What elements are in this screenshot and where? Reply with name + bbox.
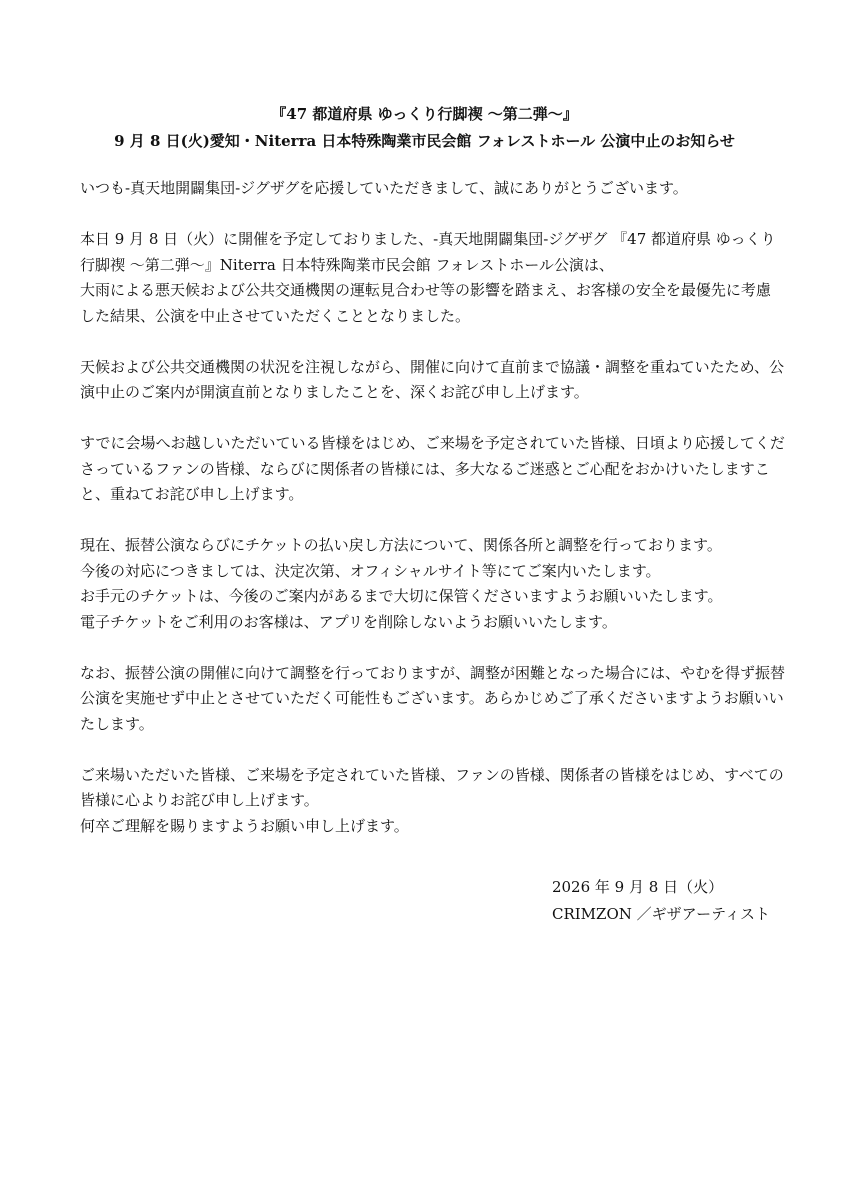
- text-line: なお、振替公演の開催に向けて調整を行っておりますが、調整が困難となった場合には、やむを得ず振替: [80, 663, 786, 682]
- title-line-2: 9 月 8 日(火)愛知・Niterra 日本特殊陶業市民会館 フォレストホール 公演中止のお知らせ: [114, 132, 735, 150]
- text-line: すでに会場へお越しいただいている皆様をはじめ、ご来場を予定されていた皆様、日頃より応援してくだ: [80, 434, 785, 452]
- paragraph-apology-timing: [80, 355, 785, 406]
- text-line: さっているファンの皆様、ならびに関係者の皆様には、多大なるご迷惑とご心配をおかけいたしますこ: [80, 459, 770, 478]
- announcement-title: [0, 101, 849, 155]
- text-line: 天候および公共交通機関の状況を注視しながら、開催に向けて直前まで協議・調整を重ねていたため、公: [80, 357, 785, 376]
- text-line: ご来場いただいた皆様、ご来場を予定されていた皆様、ファンの皆様、関係者の皆様をはじめ、すべての: [80, 765, 784, 784]
- text-line: 現在、振替公演ならびにチケットの払い戻し方法について、関係各所と調整を行っております。: [80, 536, 722, 554]
- paragraph-greeting: [80, 176, 780, 202]
- signature-date: 2026 年 9 月 8 日（火）: [551, 878, 724, 896]
- text-line: と、重ねてお詫び申し上げます。: [80, 485, 304, 503]
- text-line: 今後の対応につきましては、決定次第、オフィシャルサイト等にてご案内いたします。: [80, 561, 661, 580]
- text-line: 演中止のご案内が開演直前となりましたことを、深くお詫び申し上げます。: [80, 383, 589, 401]
- text-line: 大雨による悪天候および公共交通機関の運転見合わせ等の影響を踏まえ、お客様の安全を最優先に考慮: [80, 281, 771, 299]
- paragraph-closing: [80, 763, 784, 840]
- signature-block: [552, 874, 770, 928]
- text-line: した結果、公演を中止させていただくこととなりました。: [80, 306, 471, 325]
- paragraph-cancellation: [80, 227, 780, 329]
- paragraph-makeup-show: [80, 661, 786, 738]
- paragraph-apology-fans: [80, 431, 785, 508]
- paragraph-refund-info: [80, 533, 780, 635]
- text-line: たします。: [80, 714, 154, 733]
- text-line: いつも-真天地開闢集団-ジグザグを応援していただきまして、誠にありがとうございます。: [80, 179, 688, 197]
- text-line: 行脚禊 〜第二弾〜』Niterra 日本特殊陶業市民会館 フォレストホール公演は、: [80, 255, 614, 274]
- text-line: 何卒ご理解を賜りますようお願い申し上げます。: [80, 816, 409, 835]
- text-line: 公演を実施せず中止とさせていただく可能性もございます。あらかじめご了承くださいますようお願いい: [80, 689, 784, 707]
- signature-organization: CRIMZON ／ギザアーティスト: [551, 905, 770, 923]
- text-line: お手元のチケットは、今後のご案内があるまで大切に保管くださいますようお願いいたします。: [80, 587, 723, 605]
- announcement-body: [80, 176, 786, 865]
- text-line: 皆様に心よりお詫び申し上げます。: [80, 791, 319, 809]
- text-line: 電子チケットをご利用のお客様は、アプリを削除しないようお願いいたします。: [80, 612, 617, 631]
- text-line: 本日 9 月 8 日（火）に開催を予定しておりました、-真天地開闢集団-ジグザグ 『47 都道府県 ゆっくり: [80, 230, 776, 248]
- title-line-1: 『47 都道府県 ゆっくり行脚禊 〜第二弾〜』: [271, 105, 578, 123]
